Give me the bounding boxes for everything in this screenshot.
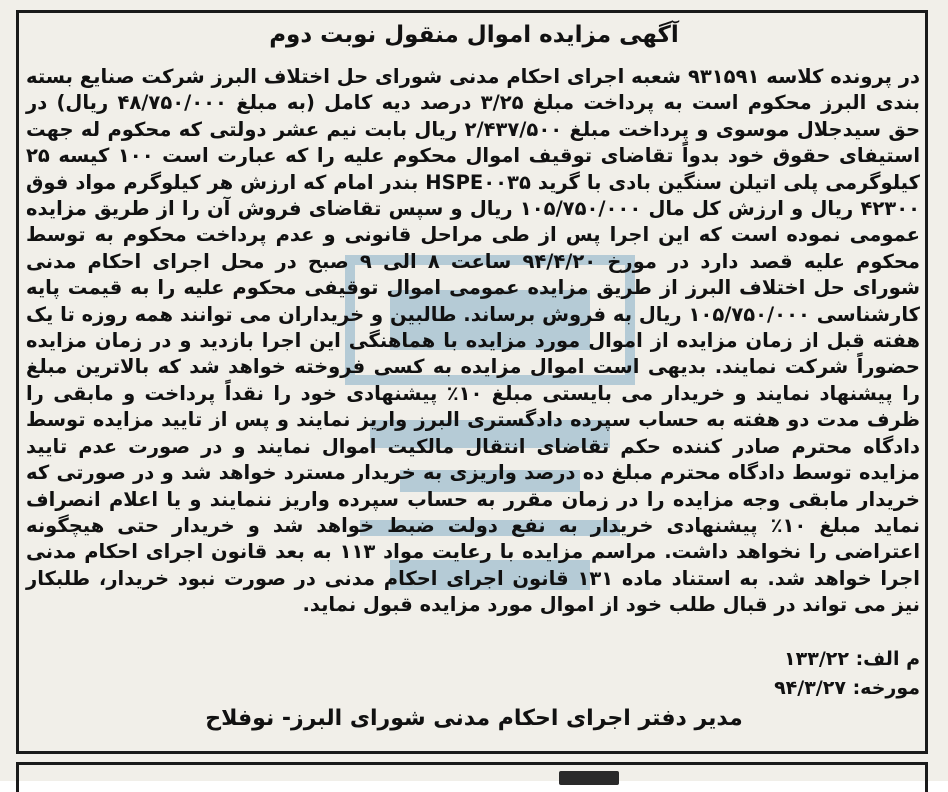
reference-number: م الف: ۱۳۳/۲۲ — [784, 648, 920, 670]
next-notice-border — [16, 762, 928, 792]
next-notice-title-fragment — [559, 771, 619, 785]
notice-date: مورخه: ۹۴/۳/۲۷ — [774, 677, 920, 699]
notice-title: آگهی مزایده اموال منقول نوبت دوم — [269, 22, 679, 48]
notice-body: در پرونده کلاسه ۹۳۱۵۹۱ شعبه اجرای احکام مدنی شورای حل اختلاف البرز شرکت صنایع بسته بندی البرز محکوم است به پرداخت مبلغ ۳/۲۵ درصد دیه کامل (به مبلغ ۴۸/۷۵۰/۰۰۰ ریال) در حق سیدجلال موسوی و پرداخت مبلغ ۲/۴۳۷/۵۰۰ ریال بابت نیم عشر دولتی که محکوم له جهت استیفای حقوق خود بدواً تقاضای توقیف اموال محکوم علیه را که عبارت است ۱۰۰ کیسه ۲۵ کیلوگرمی پلی اتیلن سنگین بادی با گرید HSPE۰۰۳۵ بندر امام که ارزش هر کیلوگرم مواد فوق ۴۲۳۰۰ ریال و ارزش کل مال ۱۰۵/۷۵۰/۰۰۰ ریال و سپس تقاضای فروش آن را از طریق مزایده عمومی نموده است که این اجرا پس از طی مراحل قانونی و عدم پرداخت محکوم به توسط محکوم علیه قصد دارد در مورخ ۹۴/۴/۲۰ ساعت ۸ الی ۹ صبح در محل اجرای احکام مدنی شورای حل اختلاف البرز از طریق مزایده عمومی اموال توقیفی محکوم علیه را به قیمت پایه کارشناسی ۱۰۵/۷۵۰/۰۰۰ ریال به فروش برساند. طالبین و خریداران می توانند همه روزه تا یک هفته قبل از زمان مزایده از اموال مورد مزایده با هماهنگی این اجرا بازدید و در زمان مزایده حضوراً شرکت نمایند. بدیهی است اموال مزایده به کسی فروخته خواهد شد که بالاترین مبلغ را پیشنهاد نمایند و خریدار می بایستی مبلغ ۱۰٪ پیشنهادی خود را نقداً پرداخت و مابقی را ظرف مدت دو هفته به حساب سپرده دادگستری البرز واریز نمایند و پس از تایید مزایده توسط دادگاه محترم صادر کننده حکم تقاضای انتقال مالکیت اموال نمایند و در صورت عدم تایید مزایده توسط دادگاه محترم مبلغ ده درصد واریزی به خریدار مسترد خواهد شد و در صورتی که خریدار مابقی وجه مزایده را در زمان مقرر به حساب سپرده واریز ننمایند و یا اعلام انصراف نماید مبلغ ۱۰٪ پیشنهادی خریدار به نفع دولت ضبط خواهد شد و خریدار حتی هیچگونه اعتراضی را نخواهد داشت. مراسم مزایده با رعایت مواد ۱۱۳ به بعد قانون اجرای احکام مدنی اجرا خواهد شد. به استناد ماده ۱۳۱ قانون اجرای احکام مدنی در صورت نبود خریدار، طلبکار نیز می تواند در قبال طلب خود از اموال مورد مزایده قبول نماید. — [26, 65, 921, 617]
signature-line: مدیر دفتر اجرای احکام مدنی شورای البرز- نوفلاح — [205, 706, 743, 731]
